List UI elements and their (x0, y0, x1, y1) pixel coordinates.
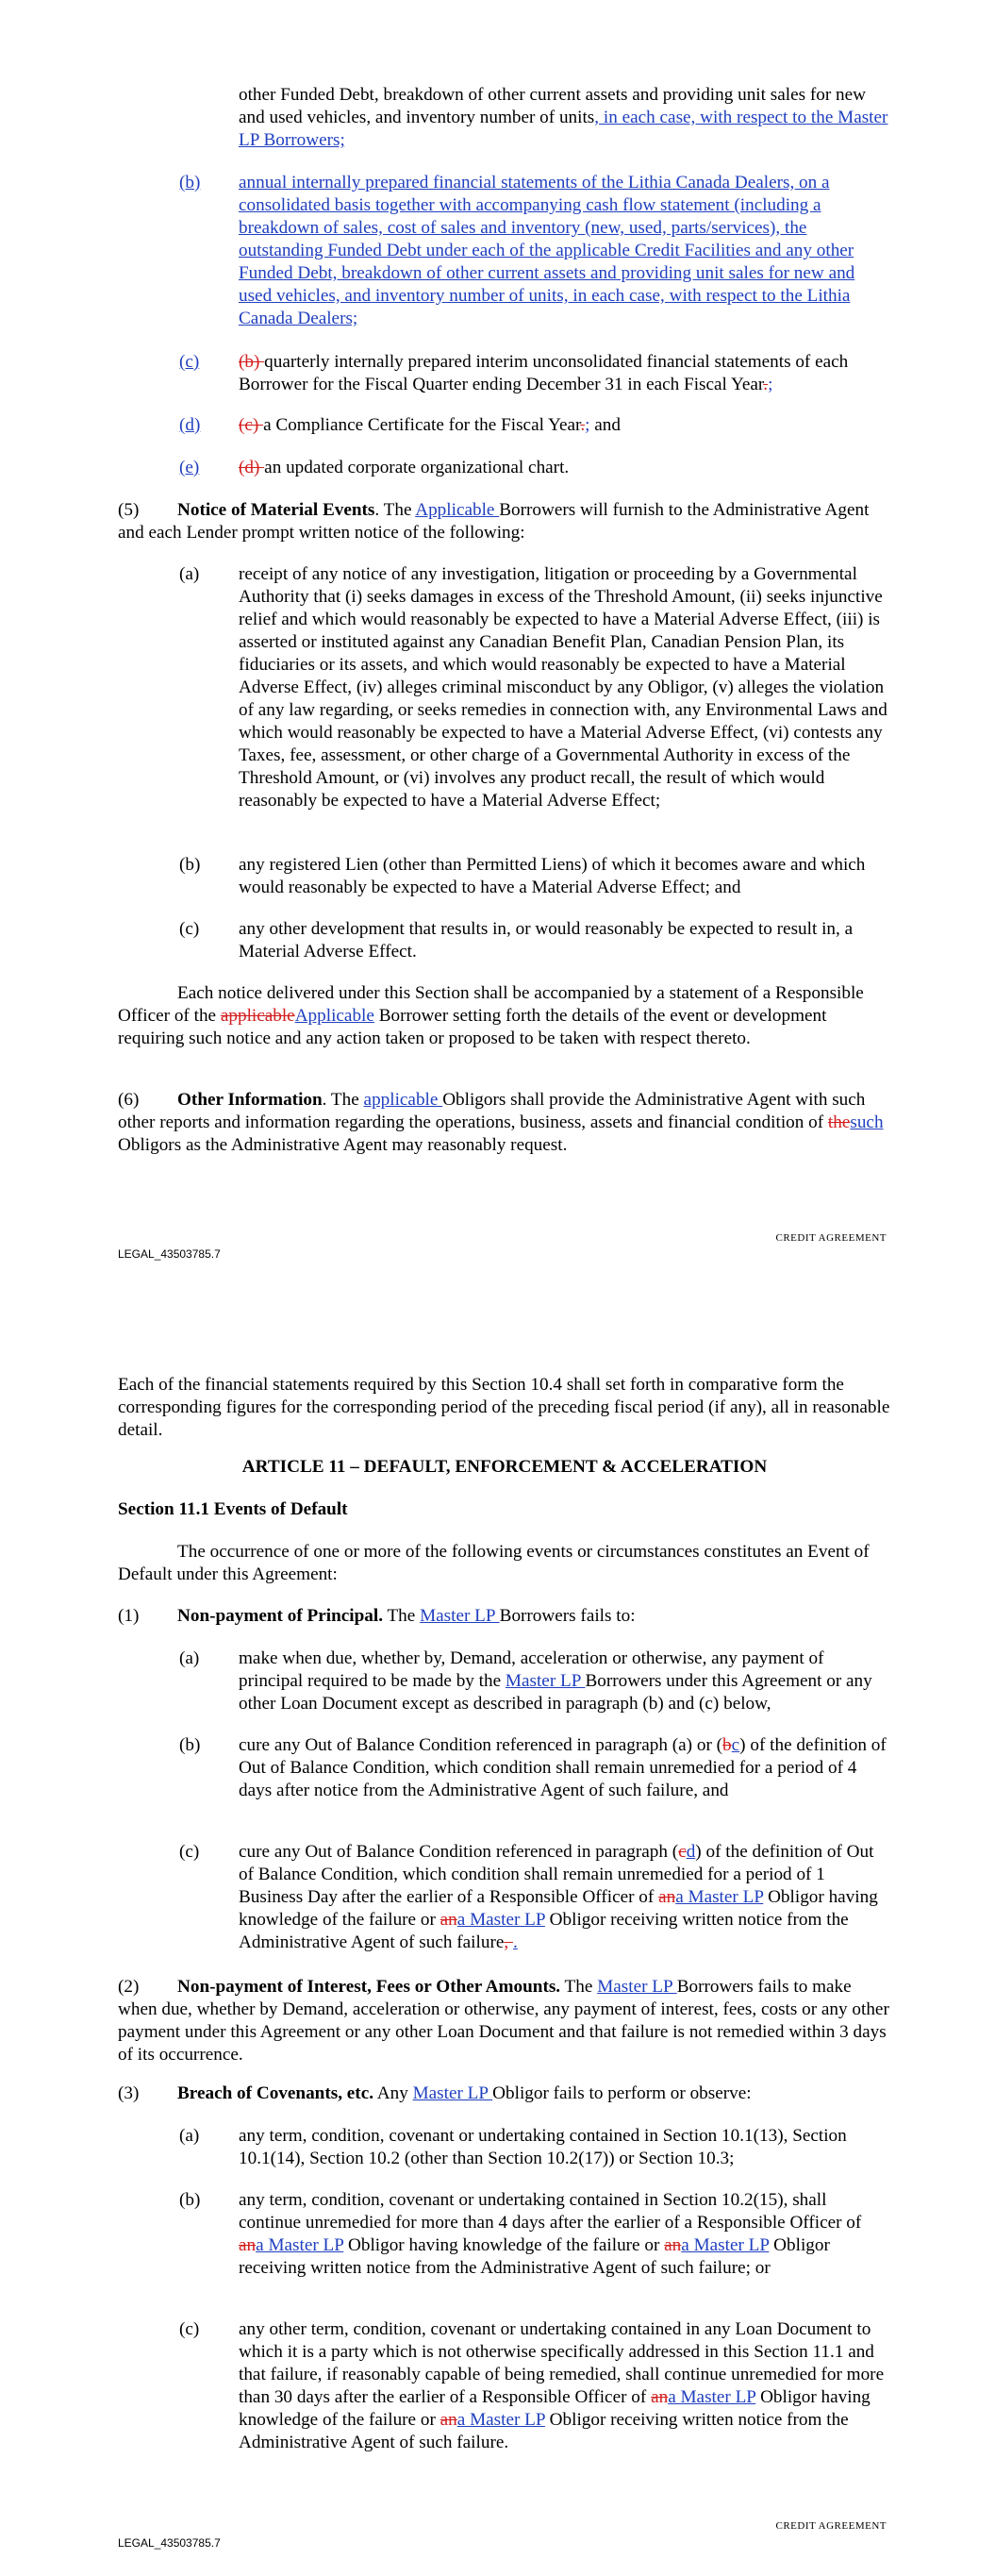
item-1a-label: (a) (179, 1648, 200, 1668)
footer-doc-id: LEGAL_43503785.7 (118, 2536, 221, 2550)
occurrence-paragraph: The occurrence of one or more of the following events or circumstances constitutes an Event of Default under this Agreement: (118, 1542, 870, 1584)
inserted-text: d (686, 1842, 696, 1862)
deleted-text: applicable (220, 1006, 295, 1026)
item-1a-text (239, 1648, 889, 1715)
inserted-text: a Master LP (456, 2410, 545, 2430)
page-2 (0, 1302, 995, 2576)
text: Obligor fails to perform or observe: (492, 2083, 752, 2103)
text: make when due, whether by, Demand, acceleration or otherwise, any payment of principal required to be made by the (239, 1648, 824, 1691)
item-3a-text: any term, condition, covenant or undertaking contained in Section 10.1(13), Section 10.1(14), Section 10.2 (other than Section 10.2(17)) or Section 10.3; (239, 2126, 847, 2168)
item-e-text (239, 457, 889, 479)
text: cure any Out of Balance Condition referenced in paragraph (a) or ( (239, 1735, 723, 1755)
text: any term, condition, covenant or undertaking contained in Section 10.2(15), shall continue unremedied for more than 4 days after the earlier of a Responsible Officer of (239, 2190, 862, 2233)
text: Obligors as the Administrative Agent may reasonably request. (118, 1135, 568, 1155)
section-heading: Breach of Covenants, etc. (177, 2083, 374, 2103)
text: Obligor having knowledge of the failure or (343, 2235, 665, 2255)
item-5a-text: receipt of any notice of any investigation, litigation or proceeding by a Governmental Authority that (i) seeks damages in excess of the Threshold Amount, (ii) seeks injunctive relief and which would reasonably be expected to have a Material Adverse Effect, (iii) is asserted or instituted against any Canadian Benefit Plan, Canadian Pension Plan, its fiduciaries or its assets, and which would reasonably be expected to have a Material Adverse Effect, (iv) alleges criminal misconduct by any Obligor, (v) alleges the violation of any law regarding, or seeks remedies in connection with, any Environmental Laws and which would reasonably be expected to have a Material Adverse Effect, (vi) contests any Taxes, fee, assessment, or other charge of a Governmental Authority in excess of the Threshold Amount, or (vi) involves any product recall, the result of which would reasonably be expected to have a Material Adverse Effect; (239, 564, 887, 811)
item-5b-label: (b) (179, 855, 201, 875)
inserted-text: applicable (363, 1090, 443, 1110)
text: Borrower setting forth the details of the event or development requiring such notice and any action taken or proposed to be taken with respect thereto. (118, 1006, 827, 1048)
article-heading: ARTICLE 11 – DEFAULT, ENFORCEMENT & ACCELERATION (241, 1457, 768, 1477)
section-heading: Non-payment of Principal. (177, 1606, 383, 1626)
item-1b-label: (b) (179, 1735, 201, 1755)
deleted-text: an (651, 2387, 669, 2407)
section-heading: Notice of Material Events (177, 500, 375, 520)
item-5c-text: any other development that results in, or would reasonably be expected to result in, a Material Adverse Effect. (239, 919, 854, 962)
section-heading: Section 11.1 Events of Default (118, 1499, 348, 1519)
item-b-label: (b) (179, 173, 201, 192)
inserted-text: a Master LP (681, 2235, 770, 2255)
item-5a-label: (a) (179, 564, 200, 584)
text: quarterly internally prepared interim unconsolidated financial statements of each Borrower for the Fiscal Quarter ending December 31 in each Fiscal Year (239, 352, 849, 394)
item-1c-label: (c) (179, 1842, 200, 1862)
inserted-text: Applicable (294, 1006, 374, 1026)
deleted-text: c (678, 1842, 687, 1862)
item-3a-label: (a) (179, 2126, 200, 2146)
text: The (560, 1977, 598, 1997)
inserted-text: ; (585, 415, 590, 435)
text: other Funded Debt, breakdown of other current assets and providing unit sales for new and used vehicles, and inventory number of units (239, 85, 866, 127)
footer-title: CREDIT AGREEMENT (775, 2520, 887, 2532)
deleted-text: (c) (239, 415, 264, 435)
deleted-text: an (239, 2235, 257, 2255)
text: Any (373, 2083, 413, 2103)
text: ) of the definition of Out of Balance Condition, which condition shall remain unremedied for a period of 4 days after notice from the Administrative Agent of such failure, and (239, 1735, 887, 1800)
section-6-paragraph (118, 1089, 891, 1157)
deleted-text: an (664, 2235, 682, 2255)
inserted-text: Master LP (420, 1606, 500, 1626)
section-1-number: (1) (118, 1606, 140, 1626)
section-3-number: (3) (118, 2083, 140, 2103)
section-6-number: (6) (118, 1090, 140, 1110)
item-e-label: (e) (179, 458, 200, 477)
deleted-text: , (504, 1932, 513, 1952)
inserted-text: Master LP (505, 1671, 586, 1691)
inserted-text: such (850, 1112, 884, 1132)
deleted-text: (b) (239, 352, 265, 372)
text: Borrowers under this Agreement or any other Loan Document except as described in paragraph (b) and (c) below, (239, 1671, 872, 1714)
inserted-text: Master LP (412, 2083, 493, 2103)
inserted-text: c (731, 1735, 740, 1755)
section-3-paragraph (177, 2083, 891, 2105)
inserted-text: Master LP (597, 1977, 677, 1997)
deleted-text: b (722, 1735, 732, 1755)
section-heading: Other Information (177, 1090, 323, 1110)
text: and (589, 415, 621, 435)
notice-paragraph (118, 982, 891, 1050)
text: cure any Out of Balance Condition referenced in paragraph ( (239, 1842, 679, 1862)
item-5b-text: any registered Lien (other than Permitted Liens) of which it becomes aware and which would reasonably be expected to have a Material Adverse Effect; and (239, 855, 866, 897)
deleted-text: an (439, 1910, 457, 1930)
item-3c-label: (c) (179, 2319, 200, 2339)
inserted-text: . (512, 1932, 518, 1952)
footer-doc-id: LEGAL_43503785.7 (118, 1247, 221, 1261)
text: Each notice delivered under this Section shall be accompanied by a statement of a Responsible Officer of the (118, 983, 864, 1026)
text: Obligor receiving written notice from the Administrative Agent of such failure. (239, 2410, 849, 2452)
inserted-text: a Master LP (256, 2235, 344, 2255)
deleted-text: . (763, 375, 769, 394)
inserted-text: ; (768, 375, 773, 394)
item-5c-label: (c) (179, 919, 200, 939)
item-c-text (239, 351, 889, 396)
text: Obligor having knowledge of the failure or (239, 2387, 871, 2430)
text: a Compliance Certificate for the Fiscal Year (263, 415, 581, 435)
deleted-text: the (827, 1112, 851, 1132)
text: Borrowers fails to make when due, whether by Demand, acceleration or otherwise, any payment of interest, fees, costs or any other payment under this Agreement or any other Loan Document and that failure is not remedied within 3 days of its occurrence. (118, 1977, 889, 2065)
item-3b-text (239, 2189, 889, 2280)
deleted-text: (d) (239, 458, 265, 477)
continued-item-a (239, 84, 889, 152)
inserted-text: Applicable (415, 500, 500, 520)
footer-title: CREDIT AGREEMENT (775, 1232, 887, 1244)
item-1b-text (239, 1734, 889, 1802)
item-d-text (239, 414, 889, 437)
section-5-paragraph (118, 499, 891, 544)
section-heading: Non-payment of Interest, Fees or Other Amounts. (177, 1977, 561, 1997)
deleted-text: an (439, 2410, 457, 2430)
section-2-number: (2) (118, 1977, 140, 1997)
item-c-label: (c) (179, 352, 200, 372)
text: Obligor receiving written notice from the Administrative Agent of such failure (239, 1910, 849, 1952)
item-1c-text (239, 1841, 889, 1954)
inserted-text: , in each case, with respect to the Master LP Borrowers; (239, 108, 888, 150)
text: . The (322, 1090, 364, 1110)
text: . The (374, 500, 416, 520)
text: The (383, 1606, 421, 1626)
item-d-label: (d) (179, 415, 201, 435)
item-b-text: annual internally prepared financial statements of the Lithia Canada Dealers, on a consolidated basis together with accompanying cash flow statement (including a breakdown of sales, cost of sales and inventory (new, used, parts/services), the outstanding Funded Debt under each of the applicable Credit Facilities and any other Funded Debt, breakdown of other current assets and providing unit sales for new and used vehicles, and inventory number of units, in each case, with respect to the Lithia Canada Dealers; (239, 173, 855, 328)
inserted-text: a Master LP (456, 1910, 545, 1930)
text: Obligor having knowledge of the failure or (239, 1887, 878, 1930)
deleted-text: . (580, 415, 586, 435)
text: Borrowers will furnish to the Administrative Agent and each Lender prompt written notice of the following: (118, 500, 870, 543)
text: an updated corporate organizational chart. (264, 458, 570, 477)
item-3c-text (239, 2318, 889, 2454)
text: any other term, condition, covenant or undertaking contained in any Loan Document to which it is a party which is not otherwise specifically addressed in this Section 11.1 and that failure, if reasonably capable of being remedied, shall continue unremedied for more than 30 days after the earlier of a Responsible Officer of (239, 2319, 885, 2407)
section-2-paragraph (118, 1976, 891, 2066)
text: ) of the definition of Out of Balance Condition, which condition shall remain unremedied for a period of 1 Business Day after the earlier of a Responsible Officer of (239, 1842, 874, 1907)
inserted-text: a Master LP (668, 2387, 756, 2407)
section-1-paragraph (177, 1605, 891, 1628)
item-3b-label: (b) (179, 2190, 201, 2210)
section-5-number: (5) (118, 500, 140, 520)
text: Obligors shall provide the Administrative Agent with such other reports and information regarding the operations, business, assets and financial condition of (118, 1090, 866, 1132)
intro-paragraph: Each of the financial statements required by this Section 10.4 shall set forth in comparative form the corresponding figures for the corresponding period of the preceding fiscal period (if any), all in reasonable detail. (118, 1375, 890, 1440)
text: Borrowers fails to: (499, 1606, 636, 1626)
text: Obligor receiving written notice from the Administrative Agent of such failure; or (239, 2235, 830, 2278)
inserted-text: a Master LP (675, 1887, 764, 1907)
deleted-text: an (658, 1887, 676, 1907)
